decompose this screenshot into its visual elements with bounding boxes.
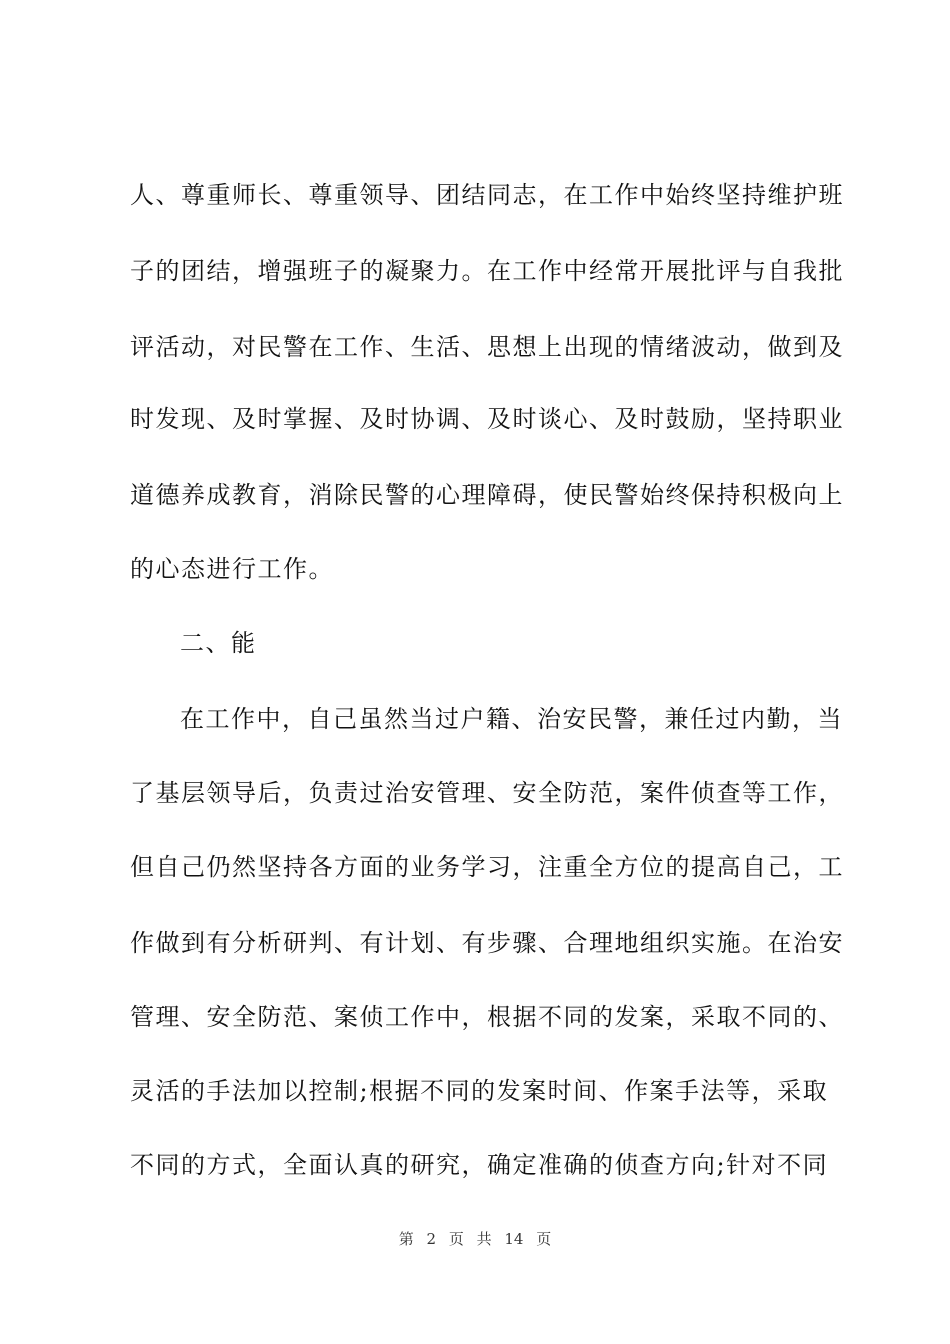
section-heading: 二、能 <box>180 629 257 657</box>
text-line-14: 不同的方式，全面认真的研究，确定准确的侦查方向;针对不同 <box>130 1151 829 1179</box>
text-line-1: 人、尊重师长、尊重领导、团结同志，在工作中始终坚持维护班 <box>130 181 844 209</box>
text-line-8: 在工作中，自己虽然当过户籍、治安民警，兼任过内勤，当 <box>180 705 843 733</box>
text-line-3: 评活动，对民警在工作、生活、思想上出现的情绪波动，做到及 <box>130 333 844 361</box>
text-line-5: 道德养成教育，消除民警的心理障碍，使民警始终保持积极向上 <box>130 481 844 509</box>
text-line-4: 时发现、及时掌握、及时协调、及时谈心、及时鼓励，坚持职业 <box>130 405 844 433</box>
text-line-10: 但自己仍然坚持各方面的业务学习，注重全方位的提高自己，工 <box>130 853 844 881</box>
text-line-6: 的心态进行工作。 <box>130 555 334 583</box>
text-line-9: 了基层领导后，负责过治安管理、安全防范，案件侦查等工作， <box>130 779 844 807</box>
text-line-2: 子的团结，增强班子的凝聚力。在工作中经常开展批评与自我批 <box>130 257 844 285</box>
page-number-footer: 第 2 页 共 14 页 <box>398 1230 552 1248</box>
text-line-12: 管理、安全防范、案侦工作中，根据不同的发案，采取不同的、 <box>130 1003 844 1031</box>
text-line-13: 灵活的手法加以控制;根据不同的发案时间、作案手法等，采取 <box>130 1077 829 1105</box>
text-line-11: 作做到有分析研判、有计划、有步骤、合理地组织实施。在治安 <box>130 929 844 957</box>
